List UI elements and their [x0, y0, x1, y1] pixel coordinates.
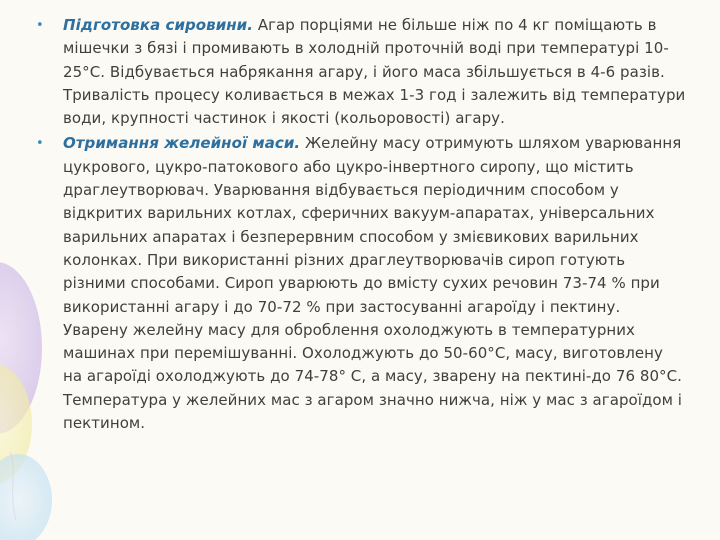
- bullet-item-jelly-mass: [36, 132, 686, 435]
- text-raw-material: Агар порціями не більше ніж по 4 кг поміщають в мішечки з бязі і промивають в холодній проточній воді при температурі 10-25°С. Відбувається набрякання агару, і його маса збільшується в 4-6 разів. Тривалість процесу коливається в межах 1-3 год і залежить від температури води, крупності частинок і якості (кольоровості) агару.: [63, 16, 686, 128]
- balloon-blue: [0, 454, 52, 540]
- text-jelly-mass: Желейну масу отримують шляхом уварювання цукрового, цукро-патокового або цукро-інвертного сиропу, що містить драглеутворювач. Уварювання відбувається періодичним способом у відкритих варильних котлах, сферичних вакуум-апаратах, універсальних варильних апаратах і безперервним способом у змієвикових варильних колонках. При використанні різних драглеутворювачів сироп готують різними способами. Сироп уварюють до вмісту сухих речовин 73-74 % при використанні агару і до 70-72 % при застосуванні агароїду і пектину. Уварену желейну масу для оброблення охолоджують в температурних машинах при перемішуванні. Охолоджують до 50-60°С, масу, виготовлену на агароїді охолоджують до 74-78° С, а масу, зварену на пектині-до 76 80°С. Температура у желейних мас з агаром значно нижча, ніж у мас з агароїдом і пектином.: [63, 134, 683, 433]
- bullet-icon: •: [36, 18, 44, 33]
- term-raw-material: Підготовка сировини.: [63, 16, 253, 34]
- paragraph-jelly-mass: [63, 132, 686, 435]
- paragraph-raw-material: [63, 14, 686, 130]
- bullet-icon: •: [36, 136, 44, 152]
- slide-content: [36, 14, 686, 435]
- bullet-item-raw-material: [36, 14, 686, 130]
- term-jelly-mass: Отримання желейної маси.: [63, 134, 301, 153]
